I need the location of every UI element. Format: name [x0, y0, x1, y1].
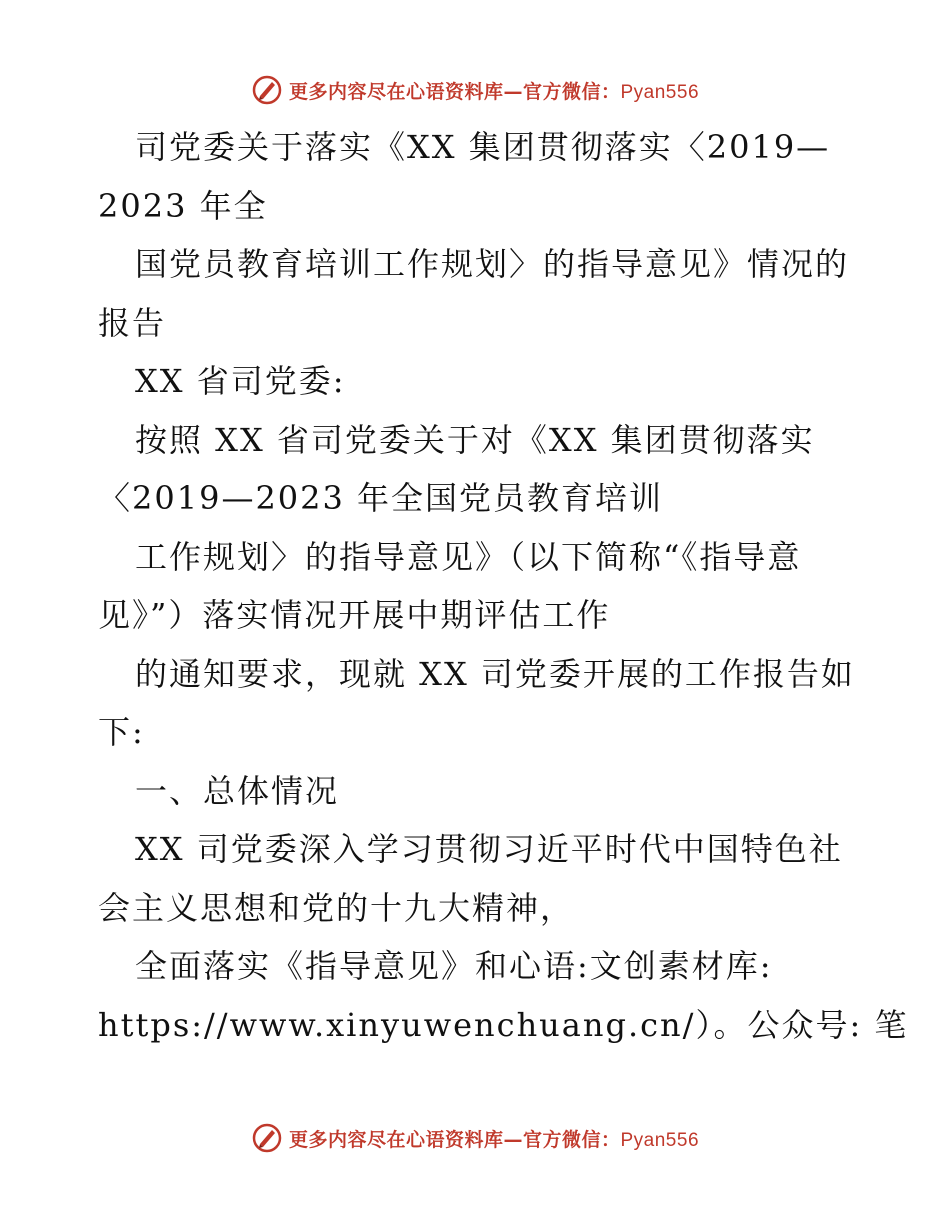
watermark-id: Pyan556 [620, 81, 700, 103]
watermark-brand: 更多内容尽在心语资料库 [288, 80, 504, 103]
watermark-dash: — [503, 1128, 523, 1151]
section-heading: 一、总体情况 [135, 771, 340, 810]
paragraph-line: 按照 XX 省司党委关于对《XX 集团贯彻落实 [135, 420, 815, 459]
paragraph-line: https://www.xinyuwenchuang.cn/）。公众号: 笔 [98, 1005, 909, 1044]
footer-watermark [0, 1118, 950, 1158]
document-body [98, 118, 909, 1054]
watermark-channel: 官方微信： [522, 80, 621, 103]
paragraph-line: 〈2019—2023 年全国党员教育培训 [98, 479, 664, 517]
paragraph-line: 见》”）落实情况开展中期评估工作 [98, 596, 611, 634]
watermark-id: Pyan556 [620, 1129, 700, 1151]
paragraph-line: XX 司党委深入学习贯彻习近平时代中国特色社 [135, 830, 843, 868]
title-line-4: 报告 [98, 303, 167, 342]
watermark-dash: — [503, 80, 523, 103]
watermark-brand: 更多内容尽在心语资料库 [288, 1128, 504, 1151]
salutation: XX 省司党委: [135, 362, 346, 400]
pen-logo-icon [251, 1122, 283, 1154]
title-line-3: 国党员教育培训工作规划〉的指导意见》情况的 [135, 245, 850, 283]
paragraph-line: 的通知要求，现就 XX 司党委开展的工作报告如 [135, 654, 855, 693]
title-line-2: 2023 年全 [98, 186, 268, 225]
header-watermark [0, 70, 950, 110]
title-line-1: 司党委关于落实《XX 集团贯彻落实〈2019— [135, 128, 831, 166]
paragraph-line: 全面落实《指导意见》和心语:文创素材库: [135, 947, 773, 985]
watermark-channel: 官方微信： [522, 1128, 621, 1151]
paragraph-line: 工作规划〉的指导意见》（以下简称“《指导意 [135, 537, 802, 576]
paragraph-line: 下: [98, 713, 145, 751]
paragraph-line: 会主义思想和党的十九大精神， [98, 888, 575, 927]
pen-logo-icon [251, 74, 283, 106]
